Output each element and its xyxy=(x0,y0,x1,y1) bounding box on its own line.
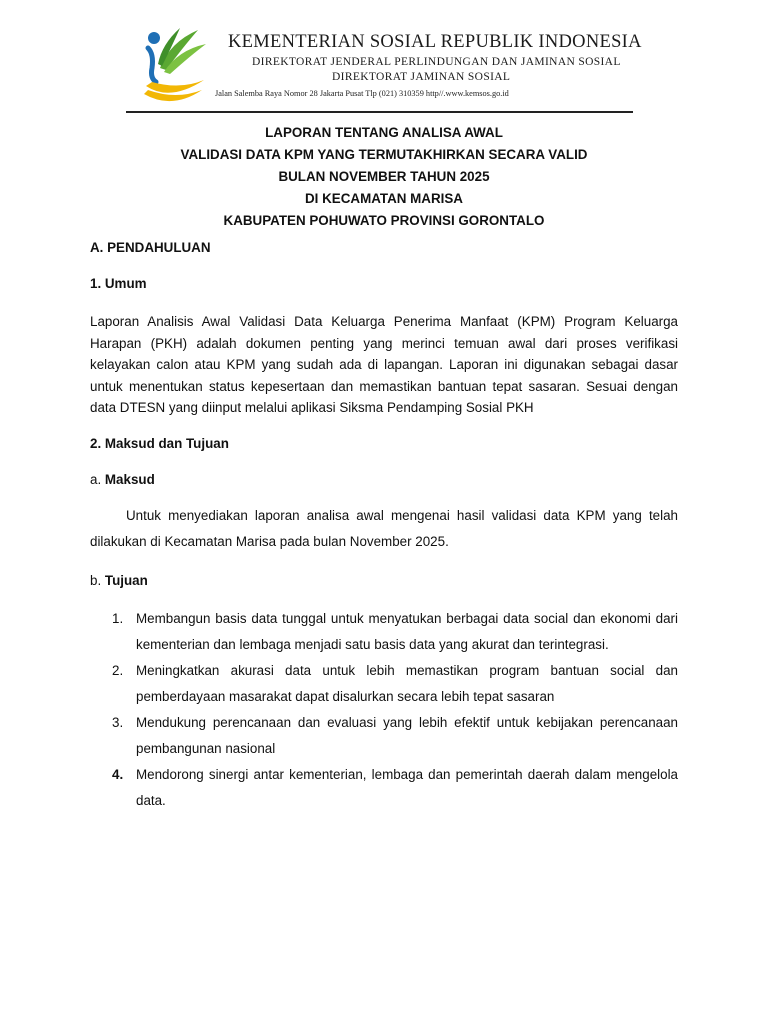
maksud-paragraph: Untuk menyediakan laporan analisa awal mengenai hasil validasi data KPM yang telah dilakukan di Kecamatan Marisa pada bulan November 2025. xyxy=(90,507,678,549)
tujuan-item xyxy=(90,762,678,814)
address: Jalan Salemba Raya Nomor 28 Jakarta Pusat Tlp (021) 310359 http//.www.kemsos.go.id xyxy=(215,89,509,98)
organization-block xyxy=(228,32,642,83)
letterhead-divider xyxy=(126,111,633,113)
title-line-5: KABUPATEN POHUWATO PROVINSI GORONTALO xyxy=(223,213,545,228)
maksud-prefix: a. xyxy=(90,471,102,487)
maksud-label: Maksud xyxy=(104,471,155,487)
maksud-subheading xyxy=(90,472,678,487)
item-number: 4. xyxy=(112,766,124,782)
maksud-tujuan-heading: 2. Maksud dan Tujuan xyxy=(90,435,229,451)
directorate: DIREKTORAT JAMINAN SOSIAL xyxy=(332,71,511,83)
title-line-4: DI KECAMATAN MARISA xyxy=(305,191,463,206)
item-text: Membangun basis data tunggal untuk menyatukan berbagai data social dan ekonomi dari kementerian dan lembaga menjadi satu basis data yang akurat dan terintegrasi. xyxy=(136,610,678,652)
letterhead xyxy=(0,0,768,120)
item-number: 2. xyxy=(112,662,124,678)
tujuan-label: Tujuan xyxy=(104,572,148,588)
directorate-general: DIREKTORAT JENDERAL PERLINDUNGAN DAN JAMINAN SOSIAL xyxy=(252,56,621,68)
title-line-3: BULAN NOVEMBER TAHUN 2025 xyxy=(278,169,490,184)
title-line-2: VALIDASI DATA KPM YANG TERMUTAKHIRKAN SECARA VALID xyxy=(180,147,588,162)
tujuan-item xyxy=(90,606,678,658)
tujuan-subheading xyxy=(90,573,678,588)
item-number: 1. xyxy=(112,610,124,626)
kemensos-logo-icon xyxy=(140,24,210,106)
item-text: Mendukung perencanaan dan evaluasi yang lebih efektif untuk kebijakan perencanaan pembangunan nasional xyxy=(136,714,678,756)
report-body xyxy=(90,240,678,814)
section-a-heading: A. PENDAHULUAN xyxy=(90,240,211,255)
item-number: 3. xyxy=(112,714,124,730)
item-text: Mendorong sinergi antar kementerian, lembaga dan pemerintah daerah dalam mengelola data. xyxy=(136,766,678,808)
umum-paragraph: Laporan Analisis Awal Validasi Data Keluarga Penerima Manfaat (KPM) Program Keluarga Harapan (PKH) adalah dokumen penting yang merinci temuan awal dari proses verifikasi kelayakan calon atau KPM yang sudah ada di lapangan. Laporan ini digunakan sebagai dasar untuk menentukan status kepesertaan dan memastikan bantuan tepat sasaran. Sesuai dengan data DTESN yang diinput melalui aplikasi Siksma Pendamping Sosial PKH xyxy=(90,314,678,415)
org-name: KEMENTERIAN SOSIAL REPUBLIK INDONESIA xyxy=(228,32,642,52)
umum-heading: 1. Umum xyxy=(90,276,147,291)
tujuan-item xyxy=(90,710,678,762)
report-title xyxy=(90,122,678,232)
tujuan-item xyxy=(90,658,678,710)
tujuan-list xyxy=(90,606,678,814)
item-text: Meningkatkan akurasi data untuk lebih memastikan program bantuan social dan pemberdayaan masarakat dapat disalurkan secara lebih tepat sasaran xyxy=(136,662,678,704)
tujuan-prefix: b. xyxy=(90,572,102,588)
title-line-1: LAPORAN TENTANG ANALISA AWAL xyxy=(265,125,503,140)
